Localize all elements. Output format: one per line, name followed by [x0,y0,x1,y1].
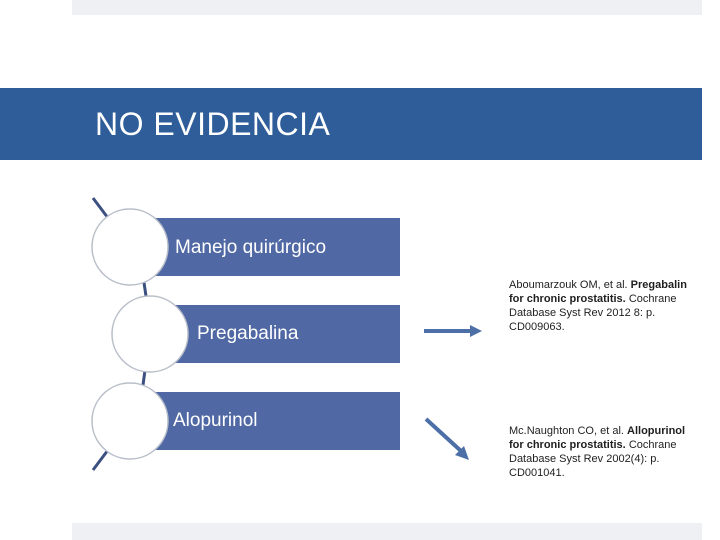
reference-allopurinol [509,424,701,480]
item-label-pregabalina: Pregabalina [197,323,299,344]
slide-title: NO EVIDENCIA [95,106,331,142]
reference-title: Allopurinol for chronic prostatitis. [509,425,686,451]
item-label-alopurinol: Alopurinol [173,410,258,431]
arrow-diagonal-icon [426,419,469,460]
connector-top [93,198,108,218]
circle-alopurinol [92,383,168,459]
reference-source: Cochrane Database Syst Rev 2002(4): p. CD001041. [509,439,677,479]
reference-source: Cochrane Database Syst Rev 2012 8: p. CD009063. [509,293,677,333]
circle-manejo [92,209,168,285]
reference-pregabalin [509,278,701,334]
reference-authors: Aboumarzouk OM, et al. [509,279,628,291]
circle-pregabalina [112,296,188,372]
bottom-decor-band [72,523,702,540]
reference-title: Pregabalin for chronic prostatitis. [509,279,687,305]
reference-authors: Mc.Naughton CO, et al. [509,425,624,437]
arrow-right-icon [424,325,482,337]
item-label-manejo: Manejo quirúrgico [175,237,327,258]
connector-bottom [93,450,108,470]
